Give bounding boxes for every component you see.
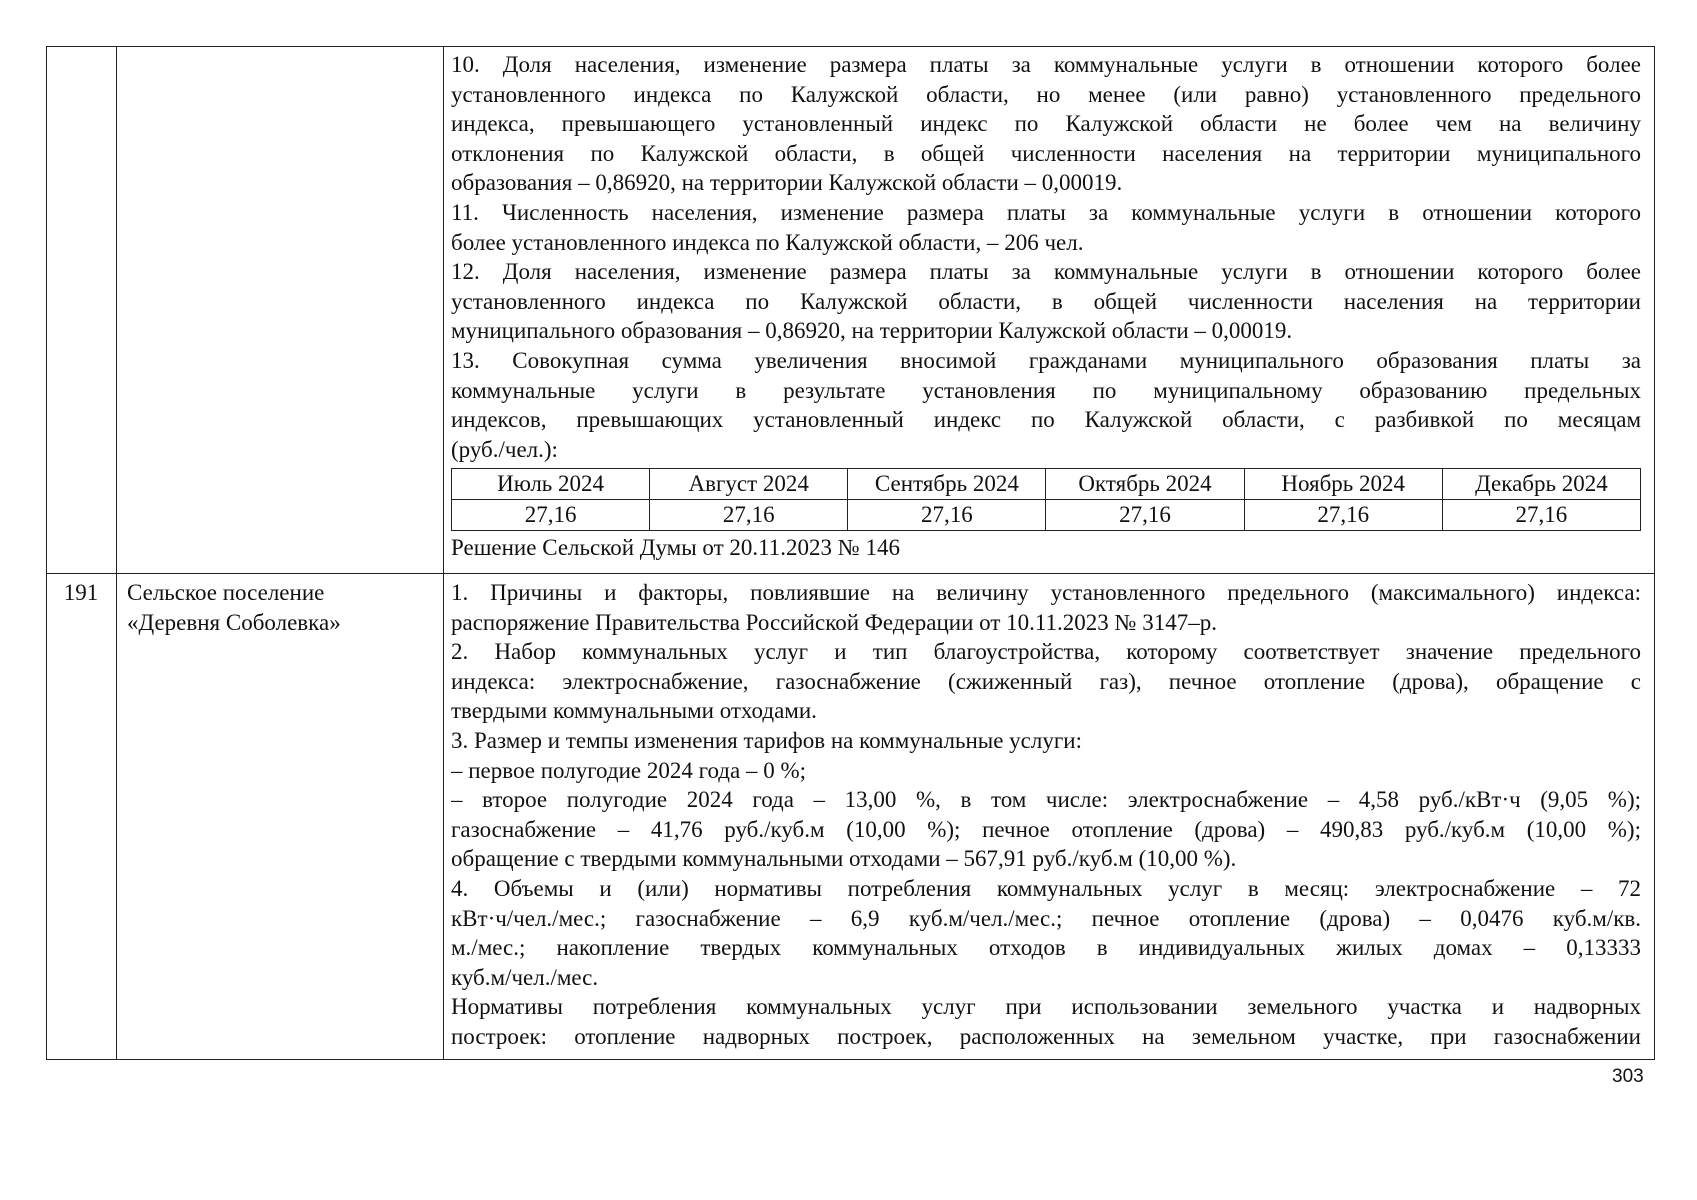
month-header: Август 2024 xyxy=(650,469,848,500)
row-191-paragraphs xyxy=(451,578,1641,1052)
text-line: 3. Размер и темпы изменения тарифов на коммунальные услуги: xyxy=(451,727,1082,753)
text-line: твердыми коммунальными отходами. xyxy=(451,698,817,724)
text-line: образования – 0,86920, на территории Калужской области – 0,00019. xyxy=(451,170,1123,196)
month-value: 27,16 xyxy=(848,500,1046,531)
page-number: 303 xyxy=(1612,1066,1644,1087)
paragraph xyxy=(451,198,1641,257)
paragraph xyxy=(451,50,1641,198)
monthly-increase-table xyxy=(451,468,1641,531)
text-line: индекса: электроснабжение, газоснабжение (сжиженный газ), печное отопление (дрова), обращение с xyxy=(451,668,1641,694)
text-line: индексов, превышающих установленный индекс по Калужской области, с разбивкой по месяцам xyxy=(451,407,1641,433)
text-line: 12. Доля населения, изменение размера платы за коммунальные услуги в отношении которого более xyxy=(451,259,1641,285)
text-line: газоснабжение – 41,76 руб./куб.м (10,00 %); печное отопление (дрова) – 490,83 руб./куб.м (10,00 %); xyxy=(451,816,1641,842)
paragraph xyxy=(451,637,1641,726)
text-line: распоряжение Правительства Российской Федерации от 10.11.2023 № 3147–р. xyxy=(451,609,1217,635)
text-line: обращение с твердыми коммунальными отходами – 567,91 руб./куб.м (10,00 %). xyxy=(451,846,1237,872)
text-line: 10. Доля населения, изменение размера платы за коммунальные услуги в отношении которого более xyxy=(451,52,1641,77)
text-line: муниципального образования – 0,86920, на территории Калужской области – 0,00019. xyxy=(451,318,1293,344)
municipality-name xyxy=(127,578,341,637)
text-line: (руб./чел.): xyxy=(451,436,558,462)
text-line: – второе полугодие 2024 года – 13,00 %, в том числе: электроснабжение – 4,58 руб./кВт·ч (9,05 %); xyxy=(451,787,1641,813)
column-divider-number xyxy=(116,46,117,1060)
text-line: Нормативы потребления коммунальных услуг при использовании земельного участка и надворных xyxy=(451,994,1641,1020)
month-header: Июль 2024 xyxy=(452,469,650,500)
decision-reference: Решение Сельской Думы от 20.11.2023 № 146 xyxy=(451,535,900,561)
paragraph xyxy=(451,257,1641,346)
municipality-name-line: Сельское поселение xyxy=(127,580,325,605)
month-value: 27,16 xyxy=(1442,500,1640,531)
text-line: куб.м/чел./мес. xyxy=(451,964,599,990)
text-line: коммунальные услуги в результате установления по муниципальному образованию предельных xyxy=(451,377,1641,403)
text-line: 4. Объемы и (или) нормативы потребления коммунальных услуг в месяц: электроснабжение – 72 xyxy=(451,875,1641,901)
paragraph xyxy=(451,874,1641,992)
text-line: м./мес.; накопление твердых коммунальных отходов в индивидуальных жилых домах – 0,13333 xyxy=(451,935,1641,961)
text-line: установленного индекса по Калужской области, но менее (или равно) установленного предельного xyxy=(451,81,1641,107)
monthly-table-header-row xyxy=(452,469,1641,500)
month-header: Октябрь 2024 xyxy=(1046,469,1244,500)
month-value: 27,16 xyxy=(650,500,848,531)
text-line: установленного индекса по Калужской области, в общей численности населения на территории xyxy=(451,288,1641,314)
paragraph xyxy=(451,785,1641,874)
row-prev-paragraphs xyxy=(451,50,1641,464)
text-line: кВт·ч/чел./мес.; газоснабжение – 6,9 куб.м/чел./мес.; печное отопление (дрова) – 0,0476 куб.м/кв. xyxy=(451,905,1641,931)
text-line: 2. Набор коммунальных услуг и тип благоустройства, которому соответствует значение предельного xyxy=(451,639,1641,665)
text-line: построек: отопление надворных построек, расположенных на земельном участке, при газоснабжении xyxy=(451,1023,1641,1049)
month-value: 27,16 xyxy=(1046,500,1244,531)
paragraph xyxy=(451,756,1641,786)
text-line: 11. Численность населения, изменение размера платы за коммунальные услуги в отношении которого xyxy=(451,199,1641,225)
month-header: Сентябрь 2024 xyxy=(848,469,1046,500)
municipality-name-line: «Деревня Соболевка» xyxy=(127,609,341,635)
text-line: 1. Причины и факторы, повлиявшие на величину установленного предельного (максимального) индекса: xyxy=(451,580,1641,605)
row-number: 191 xyxy=(63,580,99,605)
paragraph xyxy=(451,726,1641,756)
column-divider-name xyxy=(443,46,444,1060)
text-line: индекса, превышающего установленный индекс по Калужской области не более чем на величину xyxy=(451,111,1641,137)
paragraph xyxy=(451,992,1641,1051)
text-line: отклонения по Калужской области, в общей численности населения на территории муниципального xyxy=(451,140,1641,166)
month-header: Ноябрь 2024 xyxy=(1244,469,1442,500)
month-header: Декабрь 2024 xyxy=(1442,469,1640,500)
text-line: более установленного индекса по Калужской области, – 206 чел. xyxy=(451,229,1084,255)
paragraph xyxy=(451,346,1641,464)
row-191-content xyxy=(451,578,1641,1052)
paragraph xyxy=(451,578,1641,637)
month-value: 27,16 xyxy=(452,500,650,531)
row-prev-content xyxy=(451,50,1641,563)
text-line: – первое полугодие 2024 года – 0 %; xyxy=(451,757,807,783)
row-divider xyxy=(46,573,1655,574)
monthly-table-value-row xyxy=(452,500,1641,531)
month-value: 27,16 xyxy=(1244,500,1442,531)
text-line: 13. Совокупная сумма увеличения вносимой гражданами муниципального образования платы за xyxy=(451,347,1641,373)
